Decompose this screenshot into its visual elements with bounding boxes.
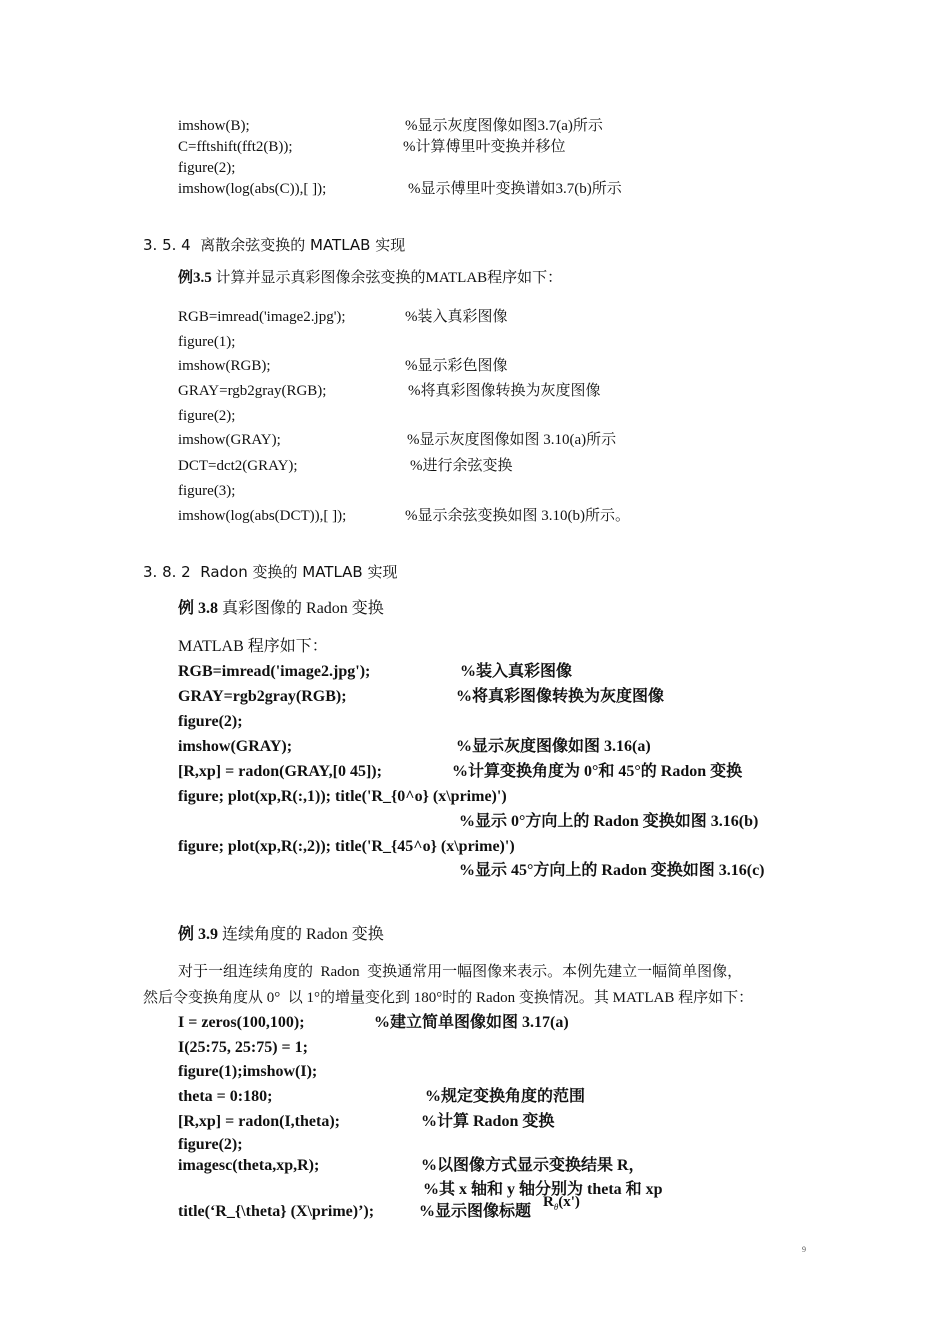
code-line: [R,xp] = radon(GRAY,[0 45]); — [178, 763, 382, 780]
code-line: figure(2); — [178, 1136, 243, 1153]
code-line: GRAY=rgb2gray(RGB); — [178, 383, 327, 399]
code-line: theta = 0:180; — [178, 1088, 273, 1105]
code-line: I(25:75, 25:75) = 1; — [178, 1039, 308, 1056]
code-line: imshow(RGB); — [178, 358, 271, 374]
code-comment: %建立简单图像如图 3.17(a) — [374, 1014, 569, 1031]
code-comment: %显示 45°方向上的 Radon 变换如图 3.16(c) — [459, 862, 765, 879]
section-heading: 3. 8. 2 Radon 变换的 MATLAB 实现 — [143, 563, 398, 581]
example-heading — [178, 598, 384, 620]
code-comment: %其 x 轴和 y 轴分别为 theta 和 xp — [423, 1181, 663, 1198]
code-line: title(‘R_{\theta} (X\prime)’); — [178, 1203, 375, 1220]
example-text: 计算并显示真彩图像余弦变换的MATLAB程序如下： — [211, 270, 563, 286]
example-text: 真彩图像的 Radon 变换 — [218, 600, 384, 617]
code-comment: %将真彩图像转换为灰度图像 — [456, 688, 665, 705]
formula-arg: (x') — [558, 1194, 580, 1210]
code-comment: %规定变换角度的范围 — [425, 1088, 586, 1105]
code-line: figure; plot(xp,R(:,1)); title('R_{0^o} (x\prime)') — [178, 788, 507, 805]
paragraph-line: 然后令变换角度从 0° 以 1°的增量变化到 180°时的 Radon 变换情况。其 MATLAB 程序如下： — [143, 990, 754, 1006]
code-comment: %显示灰度图像如图 3.10(a)所示 — [407, 432, 617, 448]
code-line: imagesc(theta,xp,R); — [178, 1157, 320, 1174]
code-comment: %进行余弦变换 — [410, 458, 513, 474]
page-number: 9 — [802, 1245, 806, 1254]
code-comment: %装入真彩图像 — [460, 663, 573, 680]
code-line: RGB=imread('image2.jpg'); — [178, 309, 346, 325]
example-text: 连续角度的 Radon 变换 — [218, 926, 384, 943]
code-line: figure; plot(xp,R(:,2)); title('R_{45^o} (x\prime)') — [178, 838, 515, 855]
code-comment: %计算 Radon 变换 — [421, 1113, 555, 1130]
formula-r-theta — [543, 1194, 580, 1212]
code-line: RGB=imread('image2.jpg'); — [178, 663, 371, 680]
code-line: C=fftshift(fft2(B)); — [178, 139, 293, 155]
code-line: [R,xp] = radon(I,theta); — [178, 1113, 340, 1130]
code-line: imshow(GRAY); — [178, 738, 293, 755]
code-comment: %显示傅里叶变换谱如3.7(b)所示 — [408, 181, 622, 197]
code-line: imshow(log(abs(C)),[ ]); — [178, 181, 327, 197]
code-comment: %将真彩图像转换为灰度图像 — [408, 383, 601, 399]
code-line: figure(2); — [178, 160, 236, 176]
example-label: 例 3.8 — [178, 600, 219, 617]
section-heading: 3. 5. 4 离散余弦变换的 MATLAB 实现 — [143, 236, 406, 254]
code-line: GRAY=rgb2gray(RGB); — [178, 688, 347, 705]
code-comment: %装入真彩图像 — [405, 309, 508, 325]
example-heading — [178, 267, 562, 289]
code-line: figure(3); — [178, 483, 236, 499]
example-label: 例3.5 — [178, 270, 212, 286]
code-line: figure(2); — [178, 713, 243, 730]
code-comment: %显示彩色图像 — [405, 358, 508, 374]
code-comment: %显示余弦变换如图 3.10(b)所示。 — [405, 508, 630, 524]
code-line: figure(1);imshow(I); — [178, 1063, 318, 1080]
code-line: I = zeros(100,100); — [178, 1014, 305, 1031]
code-line: figure(1); — [178, 334, 236, 350]
code-line: imshow(log(abs(DCT)),[ ]); — [178, 508, 347, 524]
code-comment: %以图像方式显示变换结果 R， — [421, 1157, 645, 1174]
code-comment: %显示灰度图像如图 3.16(a) — [456, 738, 651, 755]
code-line: DCT=dct2(GRAY); — [178, 458, 298, 474]
code-comment: %显示 0°方向上的 Radon 变换如图 3.16(b) — [459, 813, 759, 830]
code-line: imshow(GRAY); — [178, 432, 281, 448]
code-comment: %计算傅里叶变换并移位 — [403, 139, 566, 155]
formula-base: R — [543, 1194, 554, 1210]
code-line: figure(2); — [178, 408, 236, 424]
paragraph-line: 对于一组连续角度的 Radon 变换通常用一幅图像来表示。本例先建立一幅简单图像， — [178, 964, 743, 980]
code-comment: %计算变换角度为 0°和 45°的 Radon 变换 — [452, 763, 743, 780]
formula-subscript: θ — [553, 1202, 559, 1212]
code-comment: %显示图像标题 — [419, 1203, 532, 1220]
code-comment: %显示灰度图像如图3.7(a)所示 — [405, 118, 603, 134]
example-label: 例 3.9 — [178, 926, 219, 943]
code-line: imshow(B); — [178, 118, 250, 134]
example-heading — [178, 924, 384, 946]
intro-text: MATLAB 程序如下： — [178, 638, 328, 655]
